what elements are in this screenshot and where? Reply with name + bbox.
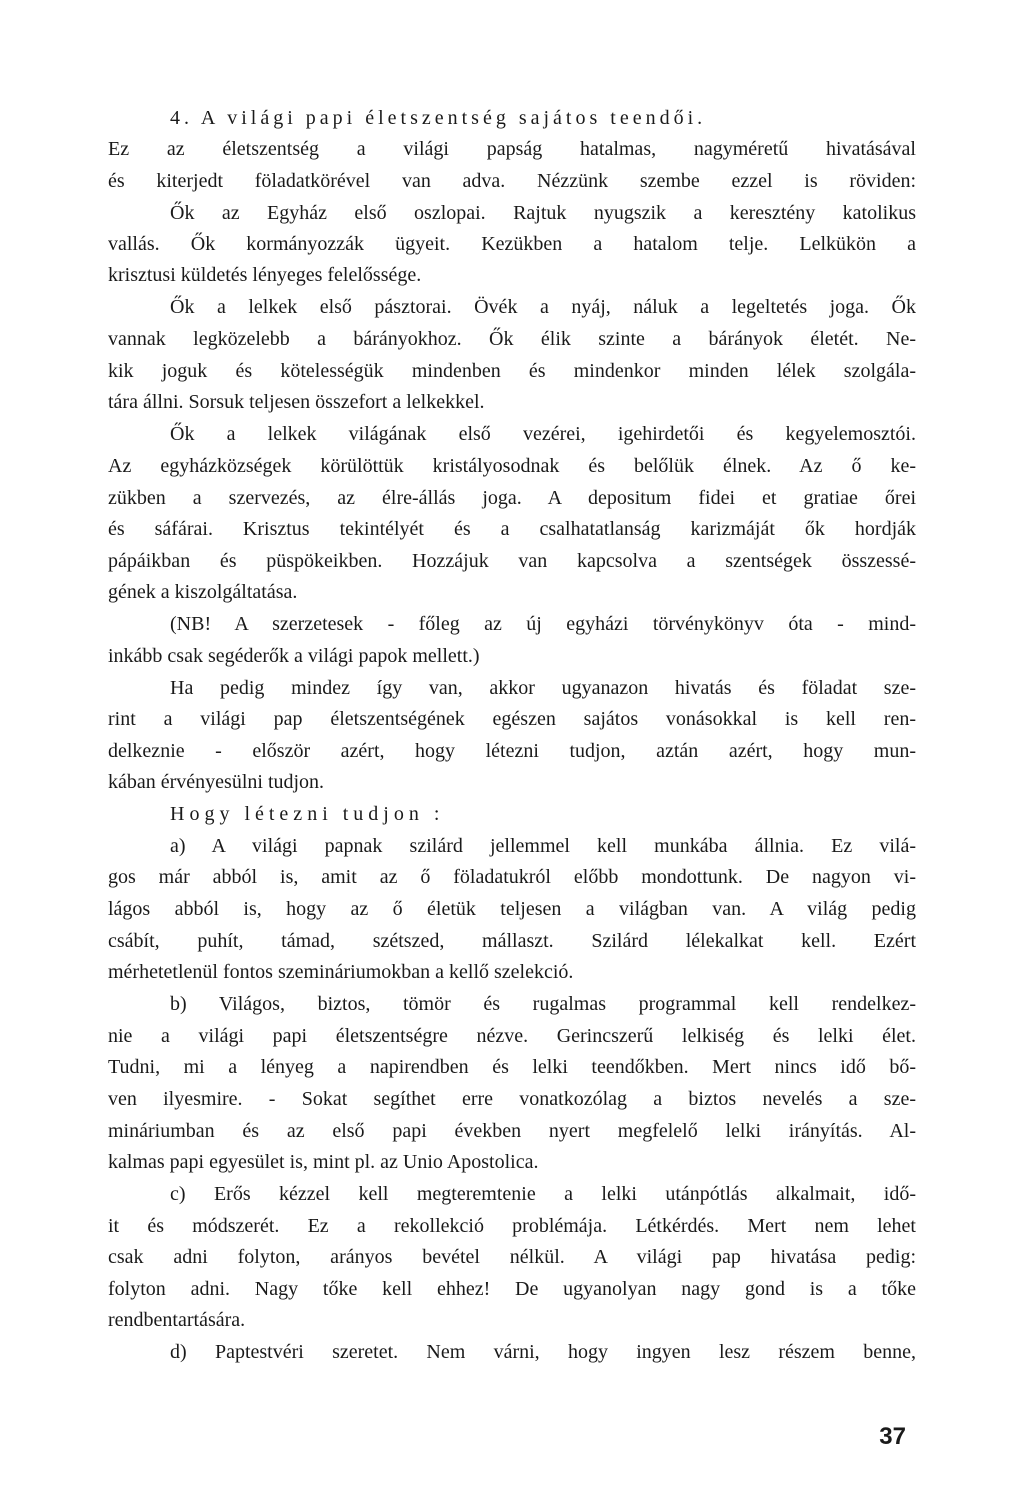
section-heading: 4. A világi papi életszentség sajátos teendői.	[170, 107, 707, 129]
text-line: csak adni folyton, arányos bevétel nélkül. A világi pap hivatása pedig:	[108, 1246, 916, 1268]
text-line: it és módszerét. Ez a rekollekció problémája. Létkérdés. Mert nem lehet	[108, 1215, 916, 1237]
text-line: zükben a szervezés, az élre-állás joga. A depositum fidei et gratiae őrei	[108, 487, 916, 509]
text-line: rendbentartására.	[108, 1309, 246, 1331]
text-line: Tudni, mi a lényeg a napirendben és lelki teendőkben. Mert nincs idő bő-	[108, 1056, 916, 1078]
text-line: lágos abból is, hogy az ő életük teljesen a világban van. A világ pedig	[108, 898, 916, 920]
text-line: Ez az életszentség a világi papság hatalmas, nagyméretű hivatásával	[108, 138, 916, 160]
text-line: Ők az Egyház első oszlopai. Rajtuk nyugszik a keresztény katolikus	[170, 202, 916, 224]
text-line: folyton adni. Nagy tőke kell ehhez! De ugyanolyan nagy gond is a tőke	[108, 1278, 916, 1300]
text-line: mérhetetlenül fontos szemináriumokban a kellő szelekció.	[108, 961, 574, 983]
text-line: d) Paptestvéri szeretet. Nem várni, hogy ingyen lesz részem benne,	[170, 1341, 916, 1363]
text-line: mináriumban és az első papi években nyert megfelelő lelki irányítás. Al-	[108, 1120, 916, 1142]
text-line: tára állni. Sorsuk teljesen összefort a lelkekkel.	[108, 391, 485, 413]
text-line: krisztusi küldetés lényeges felelőssége.	[108, 264, 422, 286]
text-line: kalmas papi egyesület is, mint pl. az Unio Apostolica.	[108, 1151, 539, 1173]
text-line: Ha pedig mindez így van, akkor ugyanazon hivatás és föladat sze-	[170, 677, 916, 699]
text-line: kában érvényesülni tudjon.	[108, 771, 325, 793]
text-line: a) A világi papnak szilárd jellemmel kell munkába állnia. Ez vilá-	[170, 835, 916, 857]
text-line: inkább csak segéderők a világi papok mellett.)	[108, 645, 480, 667]
text-line: b) Világos, biztos, tömör és rugalmas programmal kell rendelkez-	[170, 993, 916, 1015]
text-line: gének a kiszolgáltatása.	[108, 581, 298, 603]
text-line: Ők a lelkek első pásztorai. Övék a nyáj, náluk a legeltetés joga. Ők	[170, 296, 916, 318]
subheading: Hogy létezni tudjon :	[170, 803, 445, 825]
page-number: 37	[879, 1423, 906, 1450]
text-line: c) Erős kézzel kell megteremtenie a lelki utánpótlás alkalmait, idő-	[170, 1183, 916, 1205]
text-line: delkeznie - először azért, hogy létezni tudjon, aztán azért, hogy mun-	[108, 740, 916, 762]
text-line: vallás. Ők kormányozzák ügyeit. Kezükben a hatalom telje. Lelkükön a	[108, 233, 916, 255]
text-line: Az egyházközségek körülöttük kristályosodnak és belőlük élnek. Az ő ke-	[108, 455, 916, 477]
text-line: nie a világi papi életszentségre nézve. Gerincszerű lelkiség és lelki élet.	[108, 1025, 916, 1047]
text-line: pápáikban és püspökeikben. Hozzájuk van kapcsolva a szentségek összessé-	[108, 550, 916, 572]
text-line: kik joguk és kötelességük mindenben és mindenkor minden lélek szolgála-	[108, 360, 916, 382]
text-line: és sáfárai. Krisztus tekintélyét és a csalhatatlanság karizmáját ők hordják	[108, 518, 916, 540]
text-line: és kiterjedt föladatkörével van adva. Nézzünk szembe ezzel is röviden:	[108, 170, 916, 192]
text-line: Ők a lelkek világának első vezérei, igehirdetői és kegyelemosztói.	[170, 423, 916, 445]
text-line: (NB! A szerzetesek - főleg az új egyházi törvénykönyv óta - mind-	[170, 613, 916, 635]
text-line: gos már abból is, amit az ő föladatukról előbb mondottunk. De nagyon vi-	[108, 866, 916, 888]
text-line: ven ilyesmire. - Sokat segíthet erre vonatkozólag a biztos nevelés a sze-	[108, 1088, 916, 1110]
text-line: csábít, puhít, támad, szétszed, mállaszt. Szilárd lélekalkat kell. Ezért	[108, 930, 916, 952]
text-line: vannak legközelebb a bárányokhoz. Ők élik szinte a bárányok életét. Ne-	[108, 328, 916, 350]
text-line: rint a világi pap életszentségének egészen sajátos vonásokkal is kell ren-	[108, 708, 916, 730]
